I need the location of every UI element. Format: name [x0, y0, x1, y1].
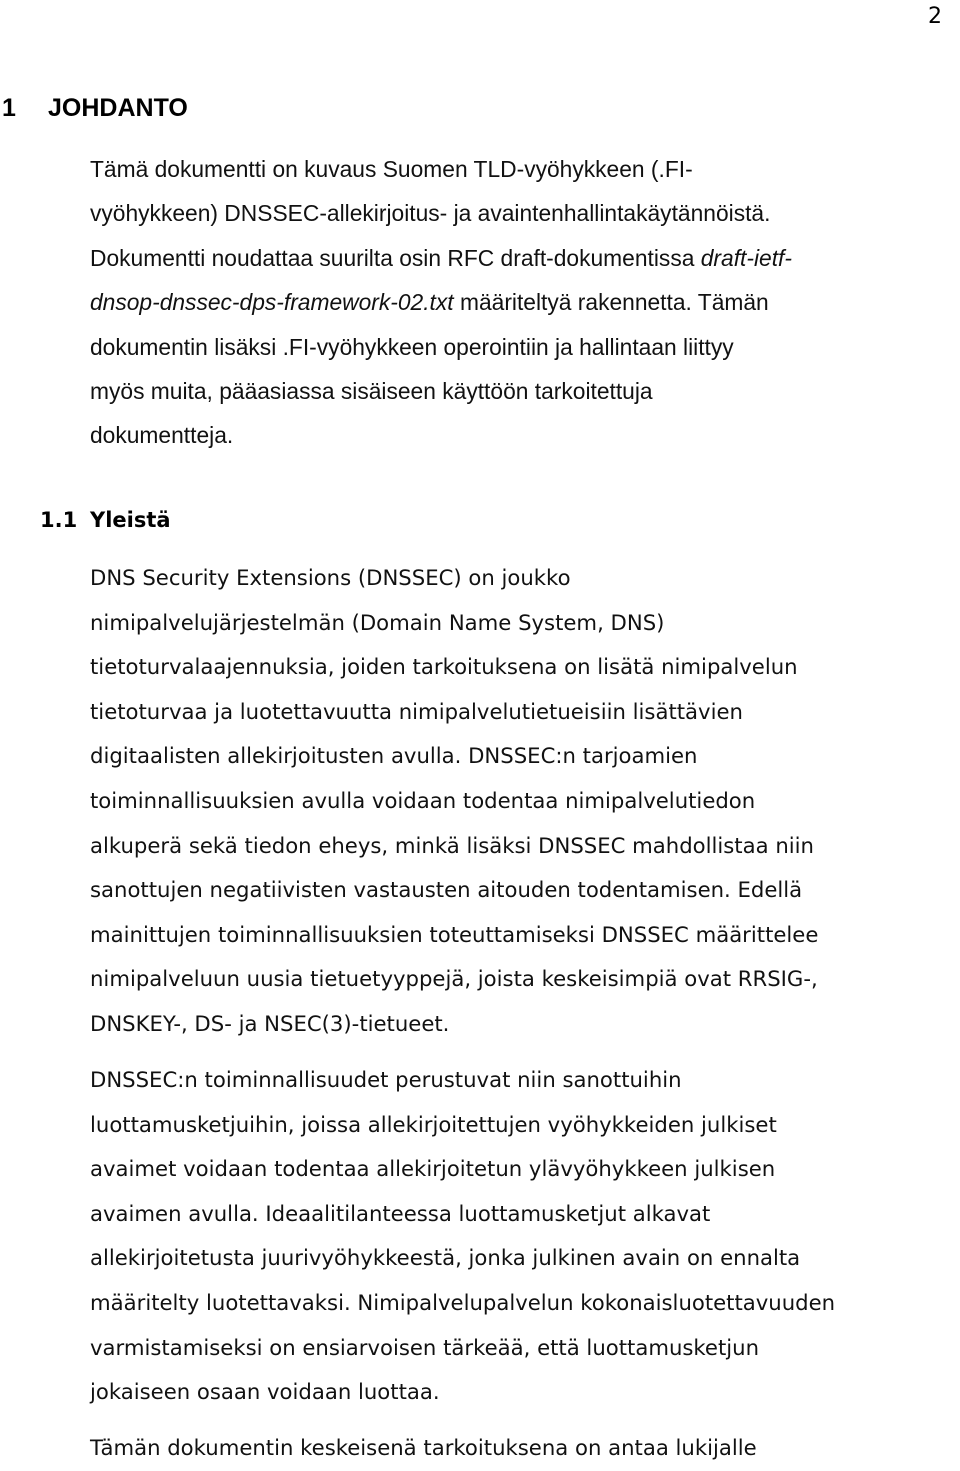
paragraph-line: varmistamiseksi on ensiarvoisen tärkeää, että luottamusketjun: [90, 1334, 760, 1360]
intro-line-3-text: Dokumentti noudattaa suurilta osin RFC draft-dokumentissa: [90, 244, 701, 271]
paragraph-line: DNSSEC:n toiminnallisuudet perustuvat niin sanottuihin: [90, 1067, 682, 1092]
paragraph-trust-chains: [90, 1058, 940, 1415]
intro-line-3: [90, 236, 940, 280]
paragraph-line: luottamusketjuihin, joissa allekirjoitettujen vyöhykkeiden julkiset: [90, 1111, 777, 1137]
paragraph-line: avaimet voidaan todentaa allekirjoitetun ylävyöhykkeen julkisen: [90, 1156, 776, 1182]
paragraph-line: digitaalisten allekirjoitusten avulla. DNSSEC:n tarjoamien: [90, 743, 698, 769]
section-heading: [40, 505, 171, 535]
paragraph-line: alkuperä sekä tiedon eheys, minkä lisäksi DNSSEC mahdollistaa niin: [90, 832, 814, 858]
paragraph-line: avaimen avulla. Ideaalitilanteessa luottamusketjut alkavat: [90, 1200, 711, 1226]
paragraph-line: Tämän dokumentin keskeisenä tarkoituksena on antaa lukijalle: [90, 1435, 757, 1460]
intro-line-6: myös muita, pääasiassa sisäiseen käyttöön tarkoitettuja: [90, 378, 653, 405]
intro-line-1: Tämä dokumentti on kuvaus Suomen TLD-vyöhykkeen (.FI-: [90, 156, 693, 182]
paragraph-line: DNS Security Extensions (DNSSEC) on joukko: [90, 565, 571, 590]
paragraph-document-purpose: [90, 1426, 940, 1471]
paragraph-line: tietoturvalaajennuksia, joiden tarkoituksena on lisätä nimipalvelun: [90, 654, 798, 680]
intro-line-4: [90, 280, 940, 324]
paragraph-line: nimipalveluun uusia tietuetyyppejä, joista keskeisimpiä ovat RRSIG-,: [90, 966, 818, 992]
paragraph-line: sanottujen negatiivisten vastausten aitouden todentamisen. Edellä: [90, 877, 803, 903]
paragraph-line: nimipalvelujärjestelmän (Domain Name System, DNS): [90, 609, 665, 635]
chapter-number: 1: [2, 94, 16, 122]
intro-line-4-text: määriteltyä rakennetta. Tämän: [453, 289, 769, 316]
intro-line-7: dokumentteja.: [90, 422, 234, 449]
paragraph-line: määritelty luotettavaksi. Nimipalvelupalvelun kokonaisluotettavuuden: [90, 1289, 836, 1315]
paragraph-line: mainittujen toiminnallisuuksien toteuttamiseksi DNSSEC määrittelee: [90, 921, 819, 947]
chapter-title: JOHDANTO: [48, 94, 188, 122]
paragraph-line: jokaiseen osaan voidaan luottaa.: [90, 1379, 440, 1405]
draft-name-part-2: dnsop-dnssec-dps-framework-02.txt: [90, 289, 454, 316]
chapter-heading: [2, 93, 188, 123]
paragraph-line: allekirjoitetusta juurivyöhykkeestä, jonka julkinen avain on ennalta: [90, 1245, 801, 1271]
paragraph-line: DNSKEY-, DS- ja NSEC(3)-tietueet.: [90, 1010, 450, 1036]
page-number: 2: [928, 4, 942, 29]
intro-line-2: vyöhykkeen) DNSSEC-allekirjoitus- ja avaintenhallintakäytännöistä.: [90, 200, 771, 227]
paragraph-line: toiminnallisuuksien avulla voidaan todentaa nimipalvelutiedon: [90, 787, 756, 813]
section-title: Yleistä: [90, 508, 171, 532]
intro-line-5: dokumentin lisäksi .FI-vyöhykkeen operointiin ja hallintaan liittyy: [90, 333, 734, 360]
section-number: 1.1: [40, 508, 78, 532]
paragraph-dnssec-overview: [90, 556, 940, 1047]
draft-name-part-1: draft-ietf-: [700, 244, 792, 271]
paragraph-line: tietoturvaa ja luotettavuutta nimipalvelutietueisiin lisättävien: [90, 698, 743, 724]
intro-paragraph: [90, 147, 940, 458]
